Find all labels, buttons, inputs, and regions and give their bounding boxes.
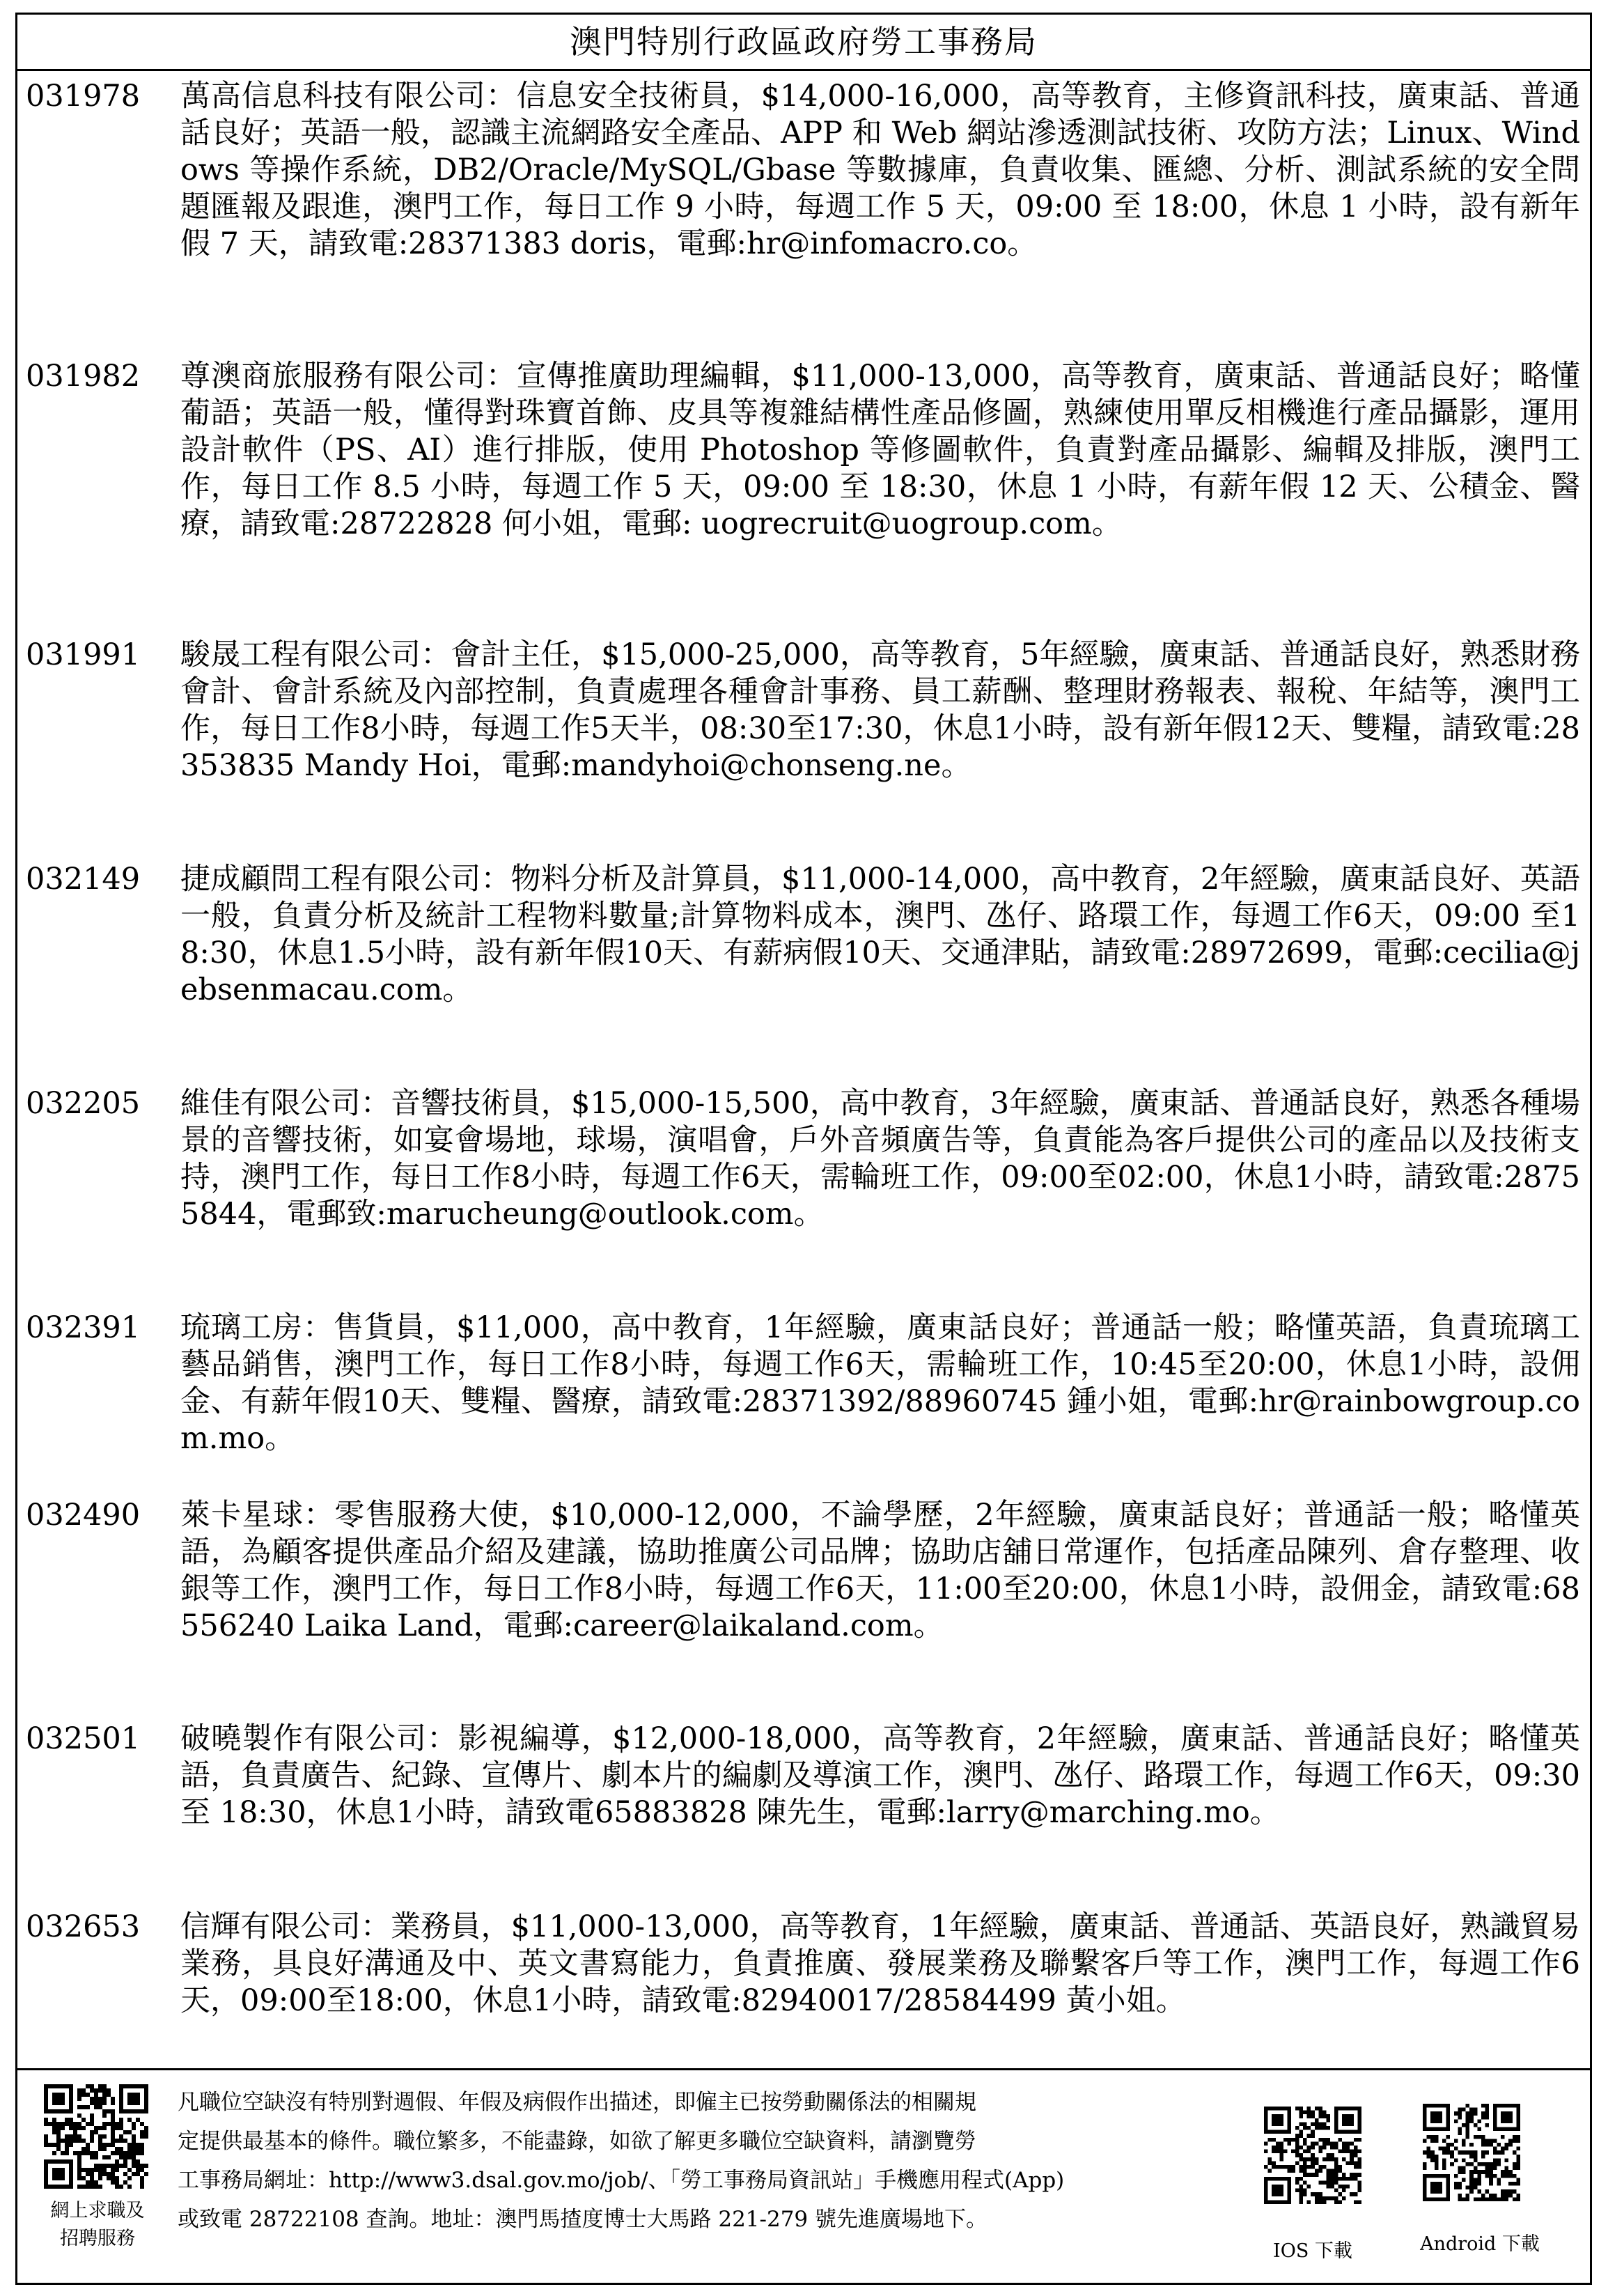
android-download-caption: Android 下載 xyxy=(1420,2233,1540,2255)
notice-line-3: 工事務局網址：http://www3.dsal.gov.mo/job/、「勞工事務局資訊站」手機應用程式(App) xyxy=(178,2168,1065,2193)
job-list xyxy=(17,71,1590,2072)
job-description: 萬高信息科技有限公司：信息安全技術員，$14,000-16,000，高等教育，主修資訊科技，廣東話、普通話良好；英語一般，認識主流網路安全產品、APP 和 Web 網站滲透測試技術、攻防方法；Linux、Windows 等操作系統，DB2/Oracle/MySQL/Gbase 等數據庫，負責收集、匯總、分析、測試系統的安全問題匯報及跟進，澳門工作，每日工作 9 小時，每週工作 5 天，09:00 至 18:00，休息 1 小時，設有新年假 7 天，請致電:28371383 doris，電郵:hr@infomacro.co。 xyxy=(180,79,1580,261)
job-code: 032501 xyxy=(26,1721,141,1756)
job-description: 萊卡星球：零售服務大使，$10,000-12,000，不論學歷，2年經驗，廣東話良好；普通話一般；略懂英語，為顧客提供產品介紹及建議，協助推廣公司品牌；協助店舖日常運作，包括產品陳列、倉存整理、收銀等工作，澳門工作，每日工作8小時，每週工作6天，11:00至20:00，休息1小時，設佣金，請致電:68556240 Laika Land，電郵:career@laikaland.com。 xyxy=(180,1498,1580,1643)
job-description: 維佳有限公司：音響技術員，$15,000-15,500，高中教育，3年經驗，廣東話、普通話良好，熟悉各種場景的音響技術，如宴會場地，球場，演唱會，戶外音頻廣告等，負責能為客戶提供公司的產品以及技術支持，澳門工作，每日工作8小時，每週工作6天，需輪班工作，09:00至02:00，休息1小時，請致電:28755844，電郵致:marucheung@outlook.com。 xyxy=(180,1086,1580,1232)
job-description: 駿晟工程有限公司：會計主任，$15,000-25,000，高等教育，5年經驗，廣東話、普通話良好，熟悉財務會計、會計系統及內部控制，負責處理各種會計事務、員工薪酬、整理財務報表、報稅、年結等，澳門工作，每日工作8小時，每週工作5天半，08:30至17:30，休息1小時，設有新年假12天、雙糧，請致電:28353835 Mandy Hoi，電郵:mandyhoi@chonseng.ne。 xyxy=(180,637,1580,783)
footer-notice xyxy=(17,2068,1590,2283)
job-code: 031991 xyxy=(26,637,141,672)
job-code: 032205 xyxy=(26,1086,141,1121)
job-code: 031982 xyxy=(26,359,141,394)
job-code: 032149 xyxy=(26,862,141,897)
job-code: 032653 xyxy=(26,1909,141,1944)
left-qr-caption xyxy=(24,2197,171,2253)
notice-line-4: 或致電 28722108 查詢。地址：澳門馬揸度博士大馬路 221-279 號先進廣場地下。 xyxy=(178,2207,988,2232)
ios-download-caption: IOS 下載 xyxy=(1273,2240,1352,2262)
page-title: 澳門特別行政區政府勞工事務局 xyxy=(17,15,1590,71)
job-code: 032490 xyxy=(26,1498,141,1533)
job-description: 破曉製作有限公司：影視編導，$12,000-18,000，高等教育，2年經驗，廣東話、普通話良好；略懂英語，負責廣告、紀錄、宣傳片、劇本片的編劇及導演工作，澳門、氹仔、路環工作，每週工作6天，09:30至 18:30，休息1小時，請致電65883828 陳先生，電郵:larry@marching.mo。 xyxy=(180,1721,1580,1830)
job-description: 捷成顧問工程有限公司：物料分析及計算員，$11,000-14,000，高中教育，2年經驗，廣東話良好、英語一般，負責分析及統計工程物料數量;計算物料成本，澳門、氹仔、路環工作，每週工作6天，09:00 至18:30，休息1.5小時，設有新年假10天、有薪病假10天、交通津貼，請致電:28972699，電郵:cecilia@jebsenmacau.com。 xyxy=(180,862,1580,1007)
qr-code-android[interactable] xyxy=(1423,2104,1520,2201)
qr-code-ios[interactable] xyxy=(1264,2107,1361,2204)
job-code: 032391 xyxy=(26,1310,141,1345)
notice-line-1: 凡職位空缺沒有特別對週假、年假及病假作出描述，即僱主已按勞動關係法的相關規 xyxy=(178,2090,976,2115)
job-notice-sheet xyxy=(15,13,1592,2285)
job-description: 琉璃工房：售貨員，$11,000，高中教育，1年經驗，廣東話良好；普通話一般；略懂英語，負責琉璃工藝品銷售，澳門工作，每日工作8小時，每週工作6天，需輪班工作，10:45至20:00，休息1小時，設佣金、有薪年假10天、雙糧、醫療，請致電:28371392/88960745 鍾小姐，電郵:hr@rainbowgroup.com.mo。 xyxy=(180,1310,1580,1456)
job-description: 信輝有限公司：業務員，$11,000-13,000，高等教育，1年經驗，廣東話、普通話、英語良好，熟識貿易業務，具良好溝通及中、英文書寫能力，負責推廣、發展業務及聯繫客戶等工作，澳門工作，每週工作6天，09:00至18:00，休息1小時，請致電:82940017/28584499 黃小姐。 xyxy=(180,1909,1580,2018)
job-code: 031978 xyxy=(26,79,141,114)
notice-line-2: 定提供最基本的條件。職位繁多，不能盡錄，如欲了解更多職位空缺資料，請瀏覽勞 xyxy=(178,2129,976,2154)
job-description: 尊澳商旅服務有限公司：宣傳推廣助理編輯，$11,000-13,000，高等教育，廣東話、普通話良好；略懂葡語；英語一般，懂得對珠寶首飾、皮具等複雜結構性產品修圖，熟練使用單反相機進行產品攝影，運用設計軟件（PS、AI）進行排版，使用 Photoshop 等修圖軟件，負責對產品攝影、編輯及排版，澳門工作，每日工作 8.5 小時，每週工作 5 天，09:00 至 18:30，休息 1 小時，有薪年假 12 天、公積金、醫療，請致電:28722828 何小姐，電郵: uogrecruit@uogroup.com。 xyxy=(180,359,1580,541)
qr-code-job-search[interactable] xyxy=(44,2084,148,2189)
left-qr-caption-line-2: 招聘服務 xyxy=(60,2228,135,2249)
notice-text xyxy=(178,2083,1222,2239)
left-qr-caption-line-1: 網上求職及 xyxy=(50,2200,145,2221)
